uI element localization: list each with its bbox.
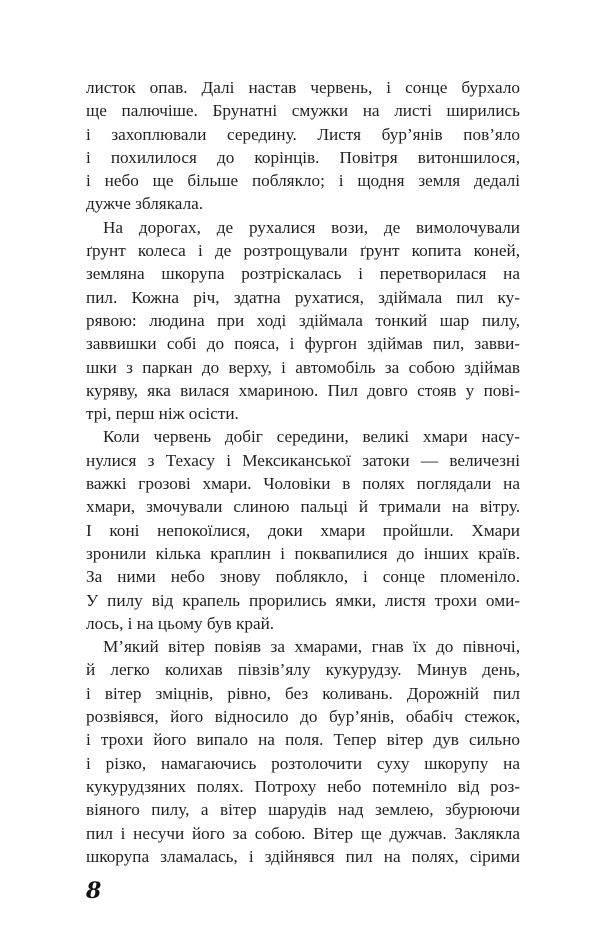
text-line: У пилу від крапель прорились ямки, листя трохи оми-: [86, 590, 520, 610]
text-line: кукурудзяних полях. Потроху небо потемніло від роз-: [86, 776, 520, 796]
text-line: рявою: людина при ході здіймала тонкий шар пилу,: [86, 310, 520, 330]
text-line: і трохи його випало на поля. Тепер вітер дув сильно: [86, 730, 520, 750]
page-body: [86, 76, 520, 868]
text-line: листок опав. Далі настав червень, і сонце бурхало: [86, 78, 520, 97]
text-line: пил і несучи його за собою. Вітер ще дужчав. Заклякла: [86, 823, 520, 843]
paragraph: [86, 635, 520, 868]
text-line: трі, перш ніж осісти.: [86, 404, 239, 424]
text-line: лось, і на цьому був край.: [86, 613, 275, 633]
text-line: заввишки собі до пояса, і фургон здіймав пил, завви-: [86, 334, 520, 354]
text-line: І коні непокоїлися, доки хмари пройшли. Хмари: [86, 520, 520, 540]
text-line: Коли червень добіг середини, великі хмари насу-: [103, 427, 520, 447]
text-line: і похилилося до корінців. Повітря витоншилося,: [86, 147, 520, 167]
text-line: і небо ще більше поблякло; і щодня земля дедалі: [86, 171, 520, 191]
text-line: За ними небо знову поблякло, і сонце пломеніло.: [86, 567, 520, 587]
text-line: шки з паркан до верху, і автомобіль за собою здіймав: [86, 357, 520, 377]
text-line: пил. Кожна річ, здатна рухатися, здіймала пил ку-: [86, 287, 520, 307]
text-line: ще палючіше. Брунатні смужки на листі ширились: [86, 101, 520, 121]
text-line: земляна шкорупа розтріскалась і перетворилася на: [86, 264, 520, 284]
text-line: шкорупа зламалась, і здійнявся пил на полях, сірими: [86, 846, 520, 866]
text-line: На дорогах, де рухалися вози, де вимолочували: [103, 217, 520, 237]
paragraph: [86, 216, 520, 426]
text-line: і захоплювали середину. Листя бур’янів пов’яло: [86, 124, 520, 144]
text-line: і різко, намагаючись розтолочити суху шкорупу на: [86, 753, 520, 773]
text-line: зронили кілька краплин і поквапилися до інших країв.: [86, 543, 520, 563]
paragraph: [86, 425, 520, 635]
text-line: куряву, яка вилася хмариною. Пил довго стояв у пові-: [86, 380, 520, 400]
page-number: 8: [86, 878, 102, 904]
text-line: розвіявся, його відносило до бур’янів, обабіч стежок,: [86, 707, 520, 727]
text-line: й легко колихав півзів’ялу кукурудзу. Минув день,: [86, 660, 520, 680]
text-line: дужче зблякала.: [86, 194, 204, 214]
text-line: нулися з Техасу і Мексиканської затоки — величезні: [86, 450, 520, 470]
text-line: і вітер зміцнів, рівно, без коливань. Дорожній пил: [86, 683, 520, 703]
text-line: М’який вітер повіяв за хмарами, гнав їх до півночі,: [103, 637, 520, 657]
text-line: хмари, змочували слиною пальці й тримали на вітру.: [86, 497, 520, 517]
text-line: важкі грозові хмари. Чоловіки в полях поглядали на: [86, 474, 520, 494]
text-line: ґрунт колеса і де розтрощували ґрунт копита коней,: [86, 241, 520, 261]
paragraph: [86, 76, 520, 216]
text-line: віяного пилу, а вітер шарудів над землею, збурюючи: [86, 800, 520, 820]
